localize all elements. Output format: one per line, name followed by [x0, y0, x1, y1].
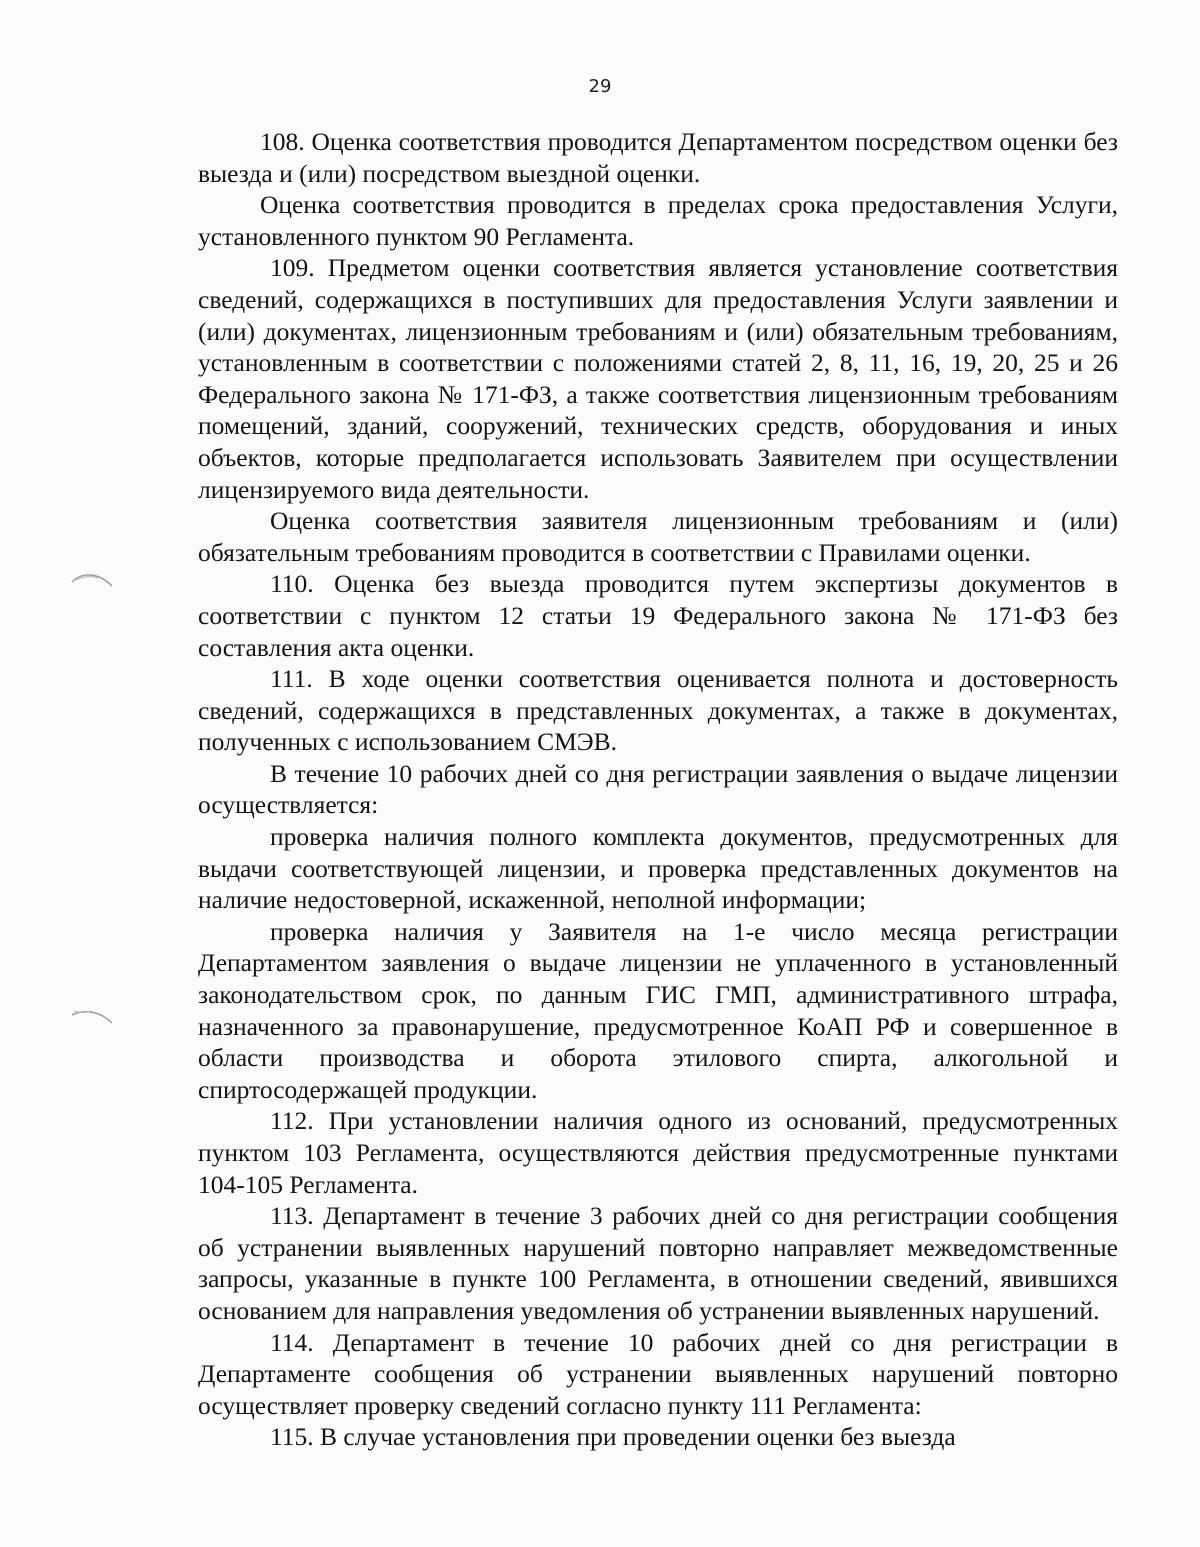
scan-artifact-mark	[68, 1003, 116, 1025]
paragraph-text: проверка наличия у Заявителя на 1-е число месяца регистрации Департаментом заявления о выдаче лицензии не уплаченного в установленный законодательством срок, по данным ГИС ГМП, административного штрафа, назначенного за правонарушение, предусмотренное КоАП РФ и совершенное в области производства и оборота этилового спирта, алкогольной и спиртосодержащей продукции.	[198, 916, 1118, 1104]
paragraph-108: 108. Оценка соответствия проводится Департаментом посредством оценки без выезда и (или) посредством выездной оценки.	[198, 127, 1118, 188]
paragraph-text: В течение 10 рабочих дней со дня регистрации заявления о выдаче лицензии осуществляется:	[198, 758, 1118, 820]
page-number: 29	[588, 76, 612, 97]
paragraph-text: проверка наличия полного комплекта документов, предусмотренных для выдачи соответствующей лицензии, и проверка представленных документов на наличие недостоверной, искаженной, неполной информации;	[198, 822, 1118, 915]
document-body	[198, 126, 1118, 1453]
paragraph-110: 110. Оценка без выезда проводится путем экспертизы документов в соответствии с пунктом 12 статьи 19 Федерального закона № 171-ФЗ без составления акта оценки.	[198, 569, 1118, 662]
paragraph-112: 112. При установлении наличия одного из оснований, предусмотренных пунктом 103 Регламента, осуществляются действия предусмотренные пунктами 104-105 Регламента.	[198, 1106, 1118, 1199]
scan-artifact-mark	[68, 568, 116, 590]
paragraph-text: Оценка соответствия заявителя лицензионным требованиям и (или) обязательным требованиям проводится в соответствии с Правилами оценки.	[198, 506, 1118, 567]
paragraph-113: 113. Департамент в течение 3 рабочих дней со дня регистрации сообщения об устранении выявленных нарушений повторно направляет межведомственные запросы, указанные в пункте 100 Регламента, в отношении сведений, явившихся основанием для направления уведомления об устранении выявленных нарушений.	[198, 1201, 1118, 1325]
paragraph-115: 115. В случае установления при проведении оценки без выезда	[270, 1422, 956, 1452]
paragraph-114: 114. Департамент в течение 10 рабочих дней со дня регистрации в Департаменте сообщения об устранении выявленных нарушений повторно осуществляет проверку сведений согласно пункту 111 Регламента:	[198, 1327, 1118, 1420]
paragraph-111: 111. В ходе оценки соответствия оценивается полнота и достоверность сведений, содержащихся в представленных документах, а также в документах, полученных с использованием СМЭВ.	[198, 664, 1118, 757]
paragraph-109: 109. Предметом оценки соответствия является установление соответствия сведений, содержащихся в поступивших для предоставления Услуги заявлении и (или) документах, лицензионным требованиям и (или) обязательным требованиям, установленным в соответствии с положениями статей 2, 8, 11, 16, 19, 20, 25 и 26 Федерального закона № 171-ФЗ, а также соответствия лицензионным требованиям помещений, зданий, сооружений, технических средств, оборудования и иных объектов, которые предполагается использовать Заявителем при осуществлении лицензируемого вида деятельности.	[198, 253, 1118, 504]
paragraph-text: Оценка соответствия проводится в пределах срока предоставления Услуги, установленного пунктом 90 Регламента.	[198, 190, 1118, 251]
